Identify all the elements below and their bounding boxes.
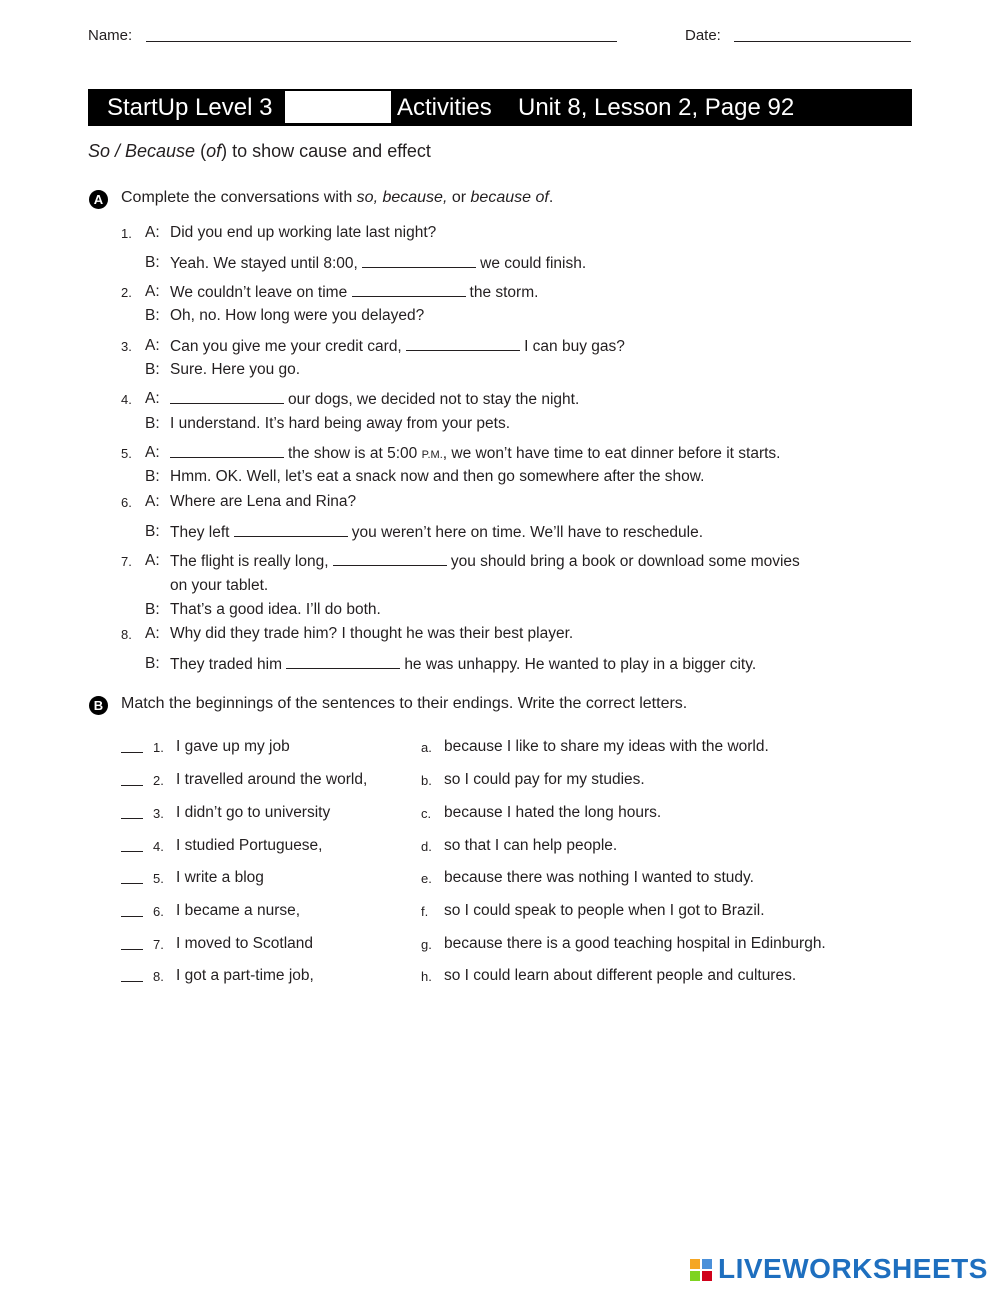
q7-blank[interactable] — [333, 551, 447, 566]
name-label: Name: — [88, 27, 133, 44]
name-field[interactable] — [146, 41, 617, 42]
match-beginning: I studied Portuguese, — [176, 837, 323, 854]
q2-number: 2. — [121, 285, 132, 300]
q3-line-b: Sure. Here you go. — [170, 361, 301, 378]
q6-number: 6. — [121, 495, 132, 510]
q4-speaker-b: B: — [145, 415, 160, 432]
q6-line-a: Where are Lena and Rina? — [170, 493, 357, 510]
match-beginning: I write a blog — [176, 869, 264, 886]
match-ending: because there was nothing I wanted to study. — [444, 869, 754, 886]
section-a-badge: A — [89, 190, 108, 209]
match-answer-blank[interactable] — [121, 949, 143, 950]
match-beginning: I didn’t go to university — [176, 804, 331, 821]
match-beginning: I got a part-time job, — [176, 967, 314, 984]
q6-speaker-b: B: — [145, 523, 160, 540]
q7-line-a: The flight is really long, you should bring a book or download some movies — [170, 553, 800, 570]
q3-number: 3. — [121, 339, 132, 354]
match-number: 8. — [153, 969, 164, 984]
q1-speaker-b: B: — [145, 254, 160, 271]
match-answer-blank[interactable] — [121, 851, 143, 852]
q1-line-a: Did you end up working late last night? — [170, 224, 437, 241]
match-beginning: I moved to Scotland — [176, 935, 313, 952]
q1-speaker-a: A: — [145, 224, 160, 241]
match-ending-letter: d. — [421, 839, 432, 854]
q2-speaker-a: A: — [145, 283, 160, 300]
q5-line-b: Hmm. OK. Well, let’s eat a snack now and then go somewhere after the show. — [170, 468, 705, 485]
match-ending-letter: h. — [421, 969, 432, 984]
match-number: 6. — [153, 904, 164, 919]
q4-number: 4. — [121, 392, 132, 407]
q6-blank[interactable] — [234, 522, 348, 537]
section-b-badge: B — [89, 696, 108, 715]
match-beginning: I became a nurse, — [176, 902, 301, 919]
q5-line-a: the show is at 5:00 P.M., we won’t have time to eat dinner before it starts. — [170, 443, 781, 465]
match-ending-letter: b. — [421, 773, 432, 788]
banner-level: StartUp Level 3 — [107, 94, 273, 121]
date-field[interactable] — [734, 41, 911, 42]
match-number: 1. — [153, 740, 164, 755]
q5-speaker-b: B: — [145, 468, 160, 485]
q1-blank[interactable] — [362, 253, 476, 268]
q2-speaker-b: B: — [145, 307, 160, 324]
q3-line-a: Can you give me your credit card, I can buy gas? — [170, 338, 625, 355]
match-ending-letter: e. — [421, 871, 432, 886]
q3-blank[interactable] — [406, 336, 520, 351]
q8-speaker-a: A: — [145, 625, 160, 642]
q7-speaker-b: B: — [145, 601, 160, 618]
match-answer-blank[interactable] — [121, 818, 143, 819]
match-number: 3. — [153, 806, 164, 821]
match-number: 4. — [153, 839, 164, 854]
title-banner — [88, 89, 912, 126]
section-b-instruction: Match the beginnings of the sentences to their endings. Write the correct letters. — [121, 695, 688, 712]
match-ending: so I could speak to people when I got to Brazil. — [444, 902, 765, 919]
q3-speaker-b: B: — [145, 361, 160, 378]
match-ending: because I like to share my ideas with the world. — [444, 738, 769, 755]
page-subtitle: So / Because (of) to show cause and effect — [88, 141, 431, 161]
match-answer-blank[interactable] — [121, 785, 143, 786]
q5-number: 5. — [121, 446, 132, 461]
banner-section: Activities — [397, 94, 492, 121]
match-ending: so I could pay for my studies. — [444, 771, 645, 788]
q8-blank[interactable] — [286, 654, 400, 669]
q1-number: 1. — [121, 226, 132, 241]
match-number: 2. — [153, 773, 164, 788]
q4-blank[interactable] — [170, 389, 284, 404]
q3-speaker-a: A: — [145, 337, 160, 354]
match-ending-letter: f. — [421, 904, 429, 919]
banner-lesson: Unit 8, Lesson 2, Page 92 — [518, 94, 795, 121]
banner-blank-box — [285, 91, 391, 123]
match-answer-blank[interactable] — [121, 752, 143, 753]
q1-line-b: Yeah. We stayed until 8:00, we could finish. — [170, 255, 587, 272]
q2-line-b: Oh, no. How long were you delayed? — [170, 307, 425, 324]
q4-speaker-a: A: — [145, 390, 160, 407]
q6-line-b: They left you weren’t here on time. We’ll have to reschedule. — [170, 524, 703, 541]
match-ending: because I hated the long hours. — [444, 804, 662, 821]
q7-line-b: That’s a good idea. I’ll do both. — [170, 601, 381, 618]
q8-speaker-b: B: — [145, 655, 160, 672]
logo-cubes-icon — [690, 1259, 712, 1281]
match-answer-blank[interactable] — [121, 916, 143, 917]
q5-speaker-a: A: — [145, 444, 160, 461]
match-number: 7. — [153, 937, 164, 952]
match-beginning: I travelled around the world, — [176, 771, 368, 788]
q7-speaker-a: A: — [145, 552, 160, 569]
match-answer-blank[interactable] — [121, 883, 143, 884]
q2-line-a: We couldn’t leave on time the storm. — [170, 284, 539, 301]
section-a-instruction: Complete the conversations with so, because, or because of. — [121, 189, 554, 206]
match-ending-letter: a. — [421, 740, 432, 755]
q8-line-a: Why did they trade him? I thought he was their best player. — [170, 625, 574, 642]
q4-line-a: our dogs, we decided not to stay the night. — [170, 389, 579, 410]
match-answer-blank[interactable] — [121, 981, 143, 982]
date-label: Date: — [685, 27, 721, 44]
q7-number: 7. — [121, 554, 132, 569]
match-number: 5. — [153, 871, 164, 886]
q4-line-b: I understand. It’s hard being away from your pets. — [170, 415, 511, 432]
q6-speaker-a: A: — [145, 493, 160, 510]
q8-number: 8. — [121, 627, 132, 642]
match-ending: so that I can help people. — [444, 837, 618, 854]
q7-line-a-cont: on your tablet. — [170, 577, 269, 594]
q2-blank[interactable] — [352, 282, 466, 297]
q5-blank[interactable] — [170, 443, 284, 458]
match-ending-letter: c. — [421, 806, 432, 821]
match-beginning: I gave up my job — [176, 738, 290, 755]
match-ending: so I could learn about different people and cultures. — [444, 967, 797, 984]
q8-line-b: They traded him he was unhappy. He wanted to play in a bigger city. — [170, 656, 757, 673]
match-ending-letter: g. — [421, 937, 432, 952]
logo-text: LIVEWORKSHEETS — [718, 1253, 988, 1284]
match-ending: because there is a good teaching hospital in Edinburgh. — [444, 935, 826, 952]
